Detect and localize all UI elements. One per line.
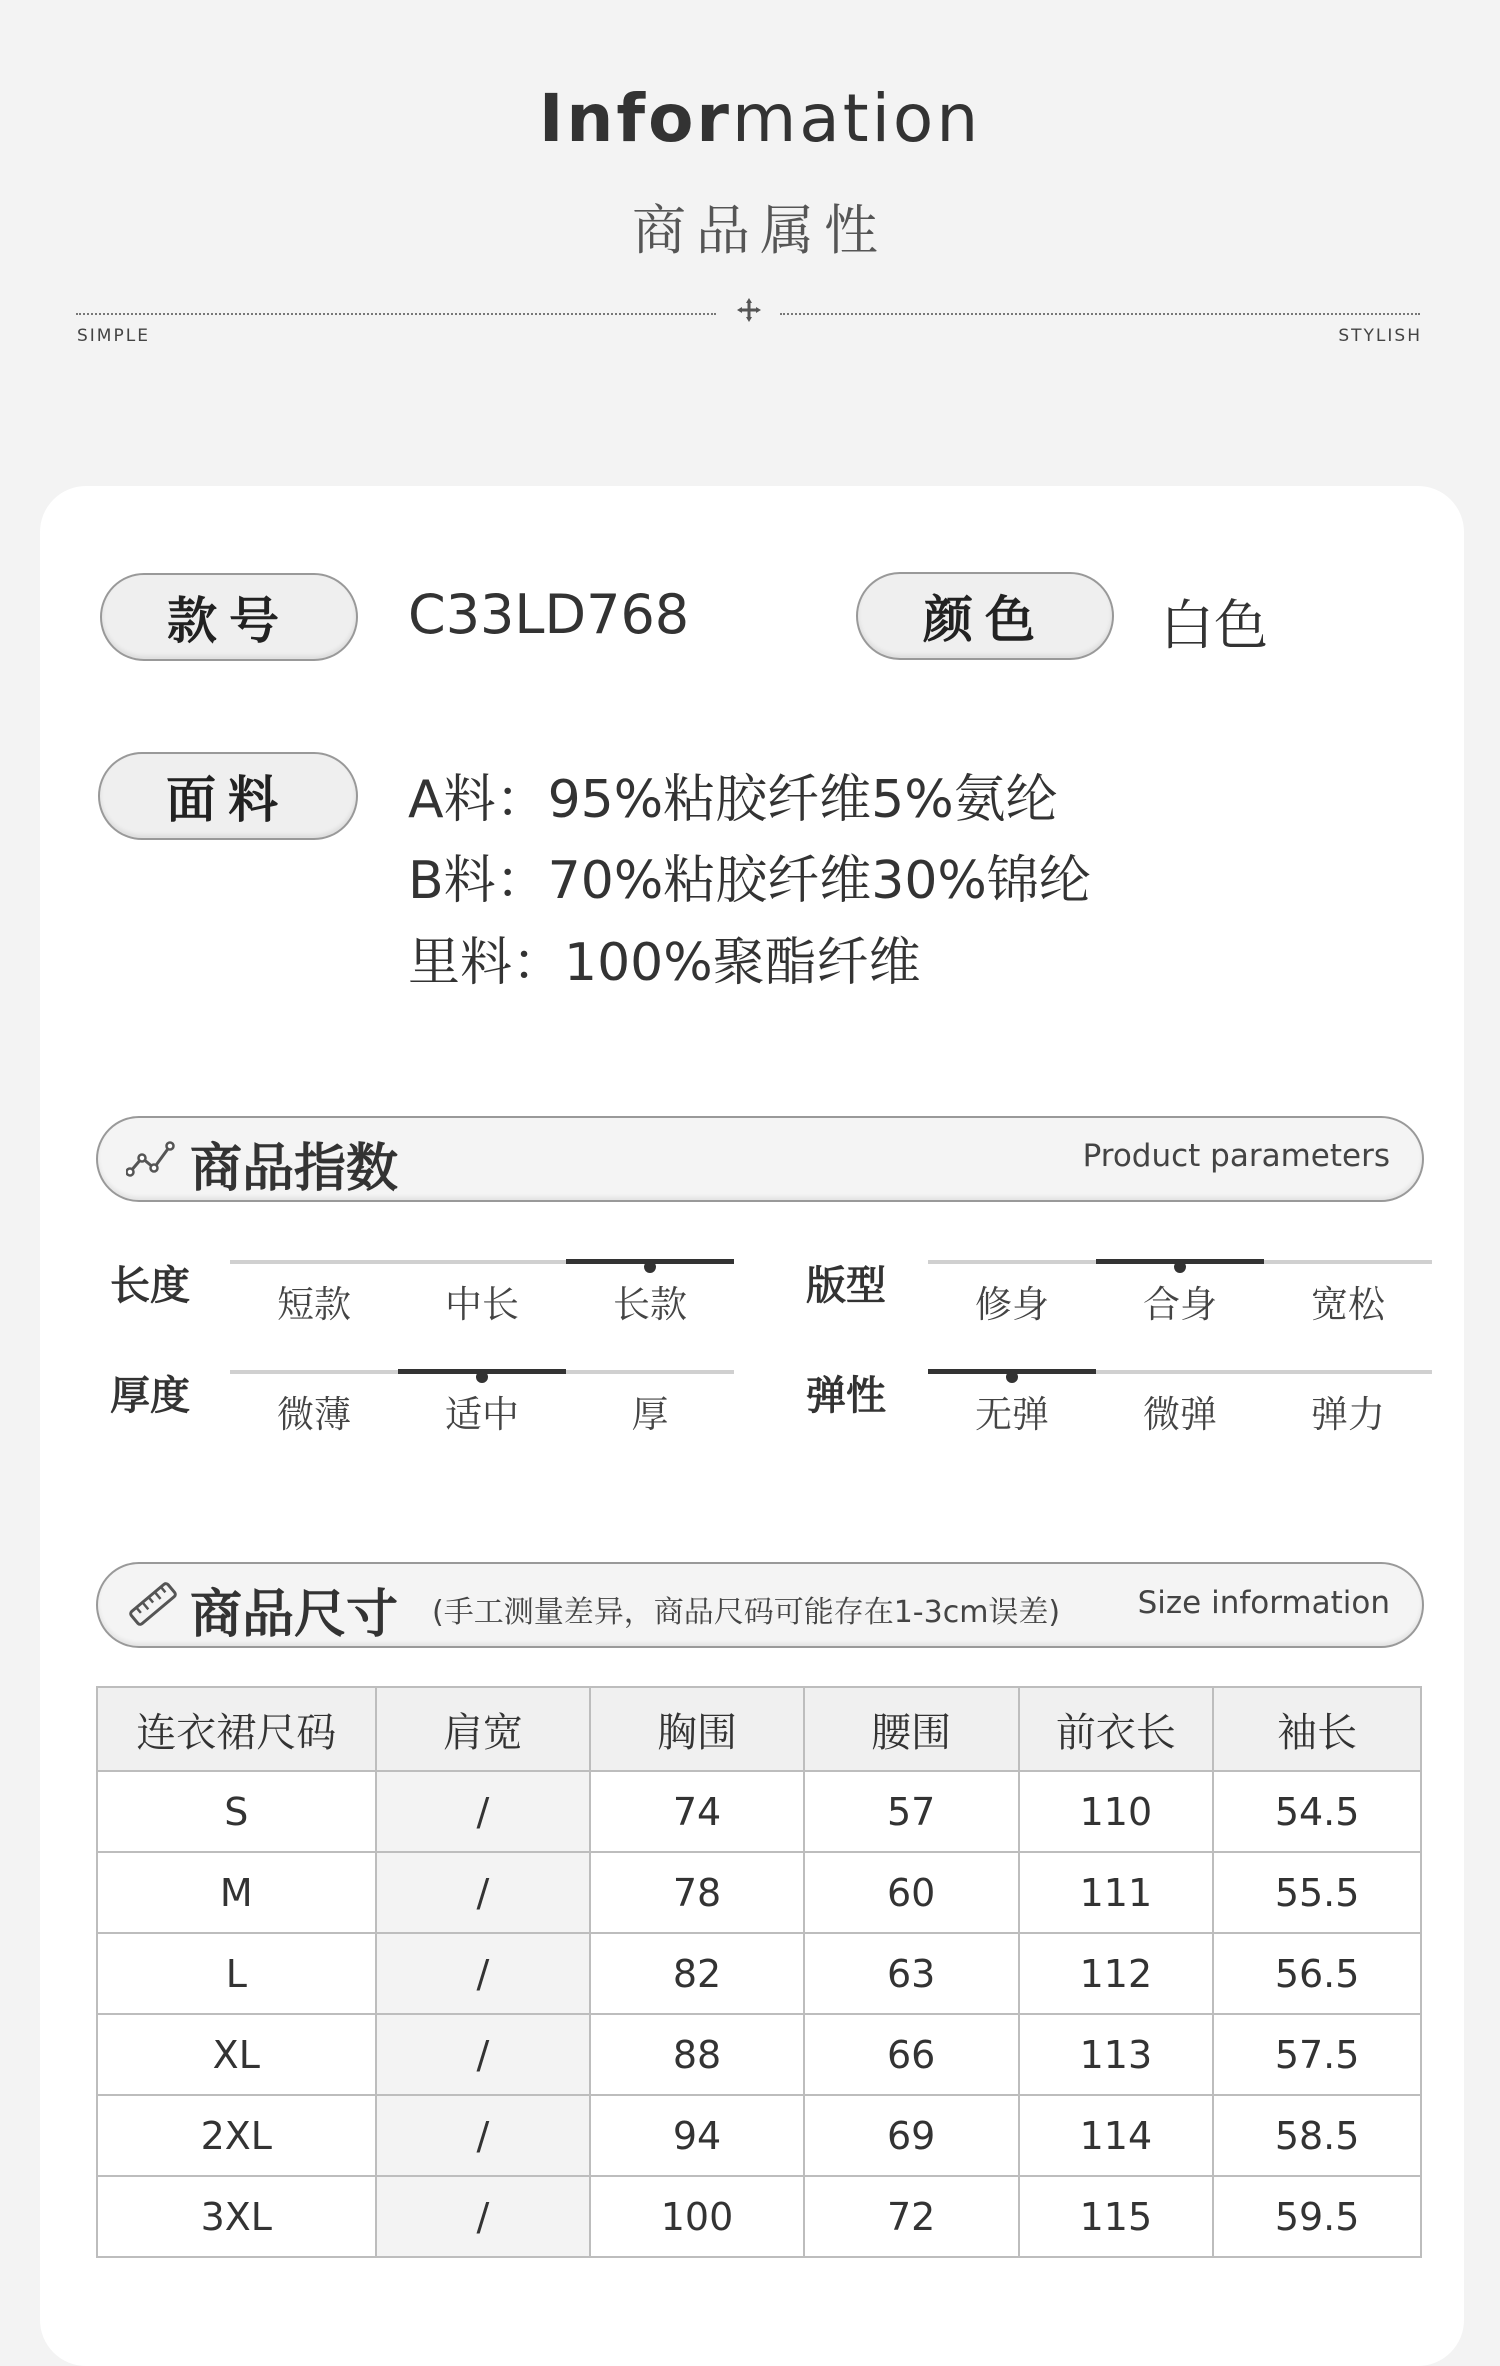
index-option: 厚: [631, 1393, 669, 1436]
title-en-bold: Infor: [538, 80, 732, 157]
table-cell: /: [376, 2014, 591, 2095]
index-selected-dot: [1006, 1371, 1018, 1383]
ruler-icon: [126, 1581, 180, 1627]
table-cell: 69: [804, 2095, 1019, 2176]
index-selected-dot: [476, 1371, 488, 1383]
table-cell: /: [376, 2176, 591, 2257]
index-option: 无弹: [975, 1393, 1049, 1436]
page-title-cn: 商品属性: [632, 199, 888, 262]
table-cell: /: [376, 2095, 591, 2176]
table-cell: 57.5: [1213, 2014, 1421, 2095]
table-row: [97, 2176, 1421, 2257]
table-cell: 63: [804, 1933, 1019, 2014]
fabric-line-a: A料：95%粘胶纤维5%氨纶: [408, 770, 1058, 830]
fabric-line-b: B料：70%粘胶纤维30%锦纶: [408, 851, 1091, 911]
index-selected-dot: [1174, 1261, 1186, 1273]
table-cell: L: [97, 1933, 376, 2014]
table-cell: 100: [590, 2176, 804, 2257]
table-cell: /: [376, 1771, 591, 1852]
indices-title: 商品指数: [190, 1139, 399, 1199]
index-option: 长款: [613, 1283, 687, 1326]
table-cell: 66: [804, 2014, 1019, 2095]
index-option: 微弹: [1143, 1393, 1217, 1436]
divider-left: [76, 313, 716, 315]
trend-line-icon: [126, 1138, 176, 1180]
table-cell: /: [376, 1933, 591, 2014]
table-cell: M: [97, 1852, 376, 1933]
table-cell: 113: [1019, 2014, 1214, 2095]
page-title-en: [0, 80, 1500, 157]
table-cell: XL: [97, 2014, 376, 2095]
table-cell: 3XL: [97, 2176, 376, 2257]
table-row: [97, 1771, 1421, 1852]
index-option: 合身: [1143, 1283, 1217, 1326]
table-cell: 115: [1019, 2176, 1214, 2257]
size-title-en: Size information: [1137, 1585, 1390, 1621]
table-cell: /: [376, 1852, 591, 1933]
index-option: 中长: [445, 1283, 519, 1326]
index-label: 厚度: [110, 1373, 190, 1419]
index-option: 修身: [975, 1283, 1049, 1326]
index-selected-dot: [644, 1261, 656, 1273]
fabric-line-lining: 里料：100%聚酯纤维: [408, 933, 921, 993]
table-cell: 114: [1019, 2095, 1214, 2176]
style-no-label: 款号: [100, 573, 358, 661]
table-row: [97, 2095, 1421, 2176]
table-cell: 74: [590, 1771, 804, 1852]
table-row: [97, 2014, 1421, 2095]
table-cell: 56.5: [1213, 1933, 1421, 2014]
color-label: 颜色: [856, 572, 1114, 660]
table-cell: 60: [804, 1852, 1019, 1933]
size-table-body: [97, 1771, 1421, 2257]
index-label: 弹性: [806, 1373, 886, 1419]
table-row: [97, 1933, 1421, 2014]
cross-ornament-icon: [735, 296, 763, 324]
size-column-header: 连衣裙尺码: [97, 1687, 376, 1771]
size-column-header: 袖长: [1213, 1687, 1421, 1771]
tag-simple: SIMPLE: [77, 326, 150, 346]
index-option: 弹力: [1311, 1393, 1385, 1436]
table-cell: 94: [590, 2095, 804, 2176]
table-cell: 110: [1019, 1771, 1214, 1852]
tag-stylish: STYLISH: [1338, 326, 1422, 346]
index-label: 长度: [110, 1263, 190, 1309]
table-row: [97, 1852, 1421, 1933]
size-column-header: 前衣长: [1019, 1687, 1214, 1771]
index-option: 短款: [277, 1283, 351, 1326]
index-option: 宽松: [1311, 1283, 1385, 1326]
index-label: 版型: [806, 1263, 886, 1309]
index-option: 适中: [445, 1393, 519, 1436]
size-table: [96, 1686, 1422, 2258]
table-cell: 78: [590, 1852, 804, 1933]
title-en-rest: mation: [731, 80, 982, 157]
table-cell: 112: [1019, 1933, 1214, 2014]
divider-right: [780, 313, 1420, 315]
table-cell: 57: [804, 1771, 1019, 1852]
size-title: 商品尺寸: [190, 1585, 399, 1645]
size-column-header: 肩宽: [376, 1687, 591, 1771]
size-column-header: 胸围: [590, 1687, 804, 1771]
table-cell: 82: [590, 1933, 804, 2014]
table-cell: 111: [1019, 1852, 1214, 1933]
style-no-value: C33LD768: [408, 583, 690, 646]
indices-title-en: Product parameters: [1082, 1138, 1390, 1174]
size-table-header: [97, 1687, 1421, 1771]
fabric-label: 面料: [98, 752, 358, 840]
table-cell: S: [97, 1771, 376, 1852]
table-cell: 54.5: [1213, 1771, 1421, 1852]
table-cell: 72: [804, 2176, 1019, 2257]
table-cell: 59.5: [1213, 2176, 1421, 2257]
size-note: (手工测量差异，商品尺码可能存在1-3cm误差): [432, 1595, 1061, 1630]
size-column-header: 腰围: [804, 1687, 1019, 1771]
table-cell: 55.5: [1213, 1852, 1421, 1933]
table-cell: 88: [590, 2014, 804, 2095]
color-value: 白色: [1160, 594, 1268, 657]
table-cell: 58.5: [1213, 2095, 1421, 2176]
index-option: 微薄: [277, 1393, 351, 1436]
table-cell: 2XL: [97, 2095, 376, 2176]
